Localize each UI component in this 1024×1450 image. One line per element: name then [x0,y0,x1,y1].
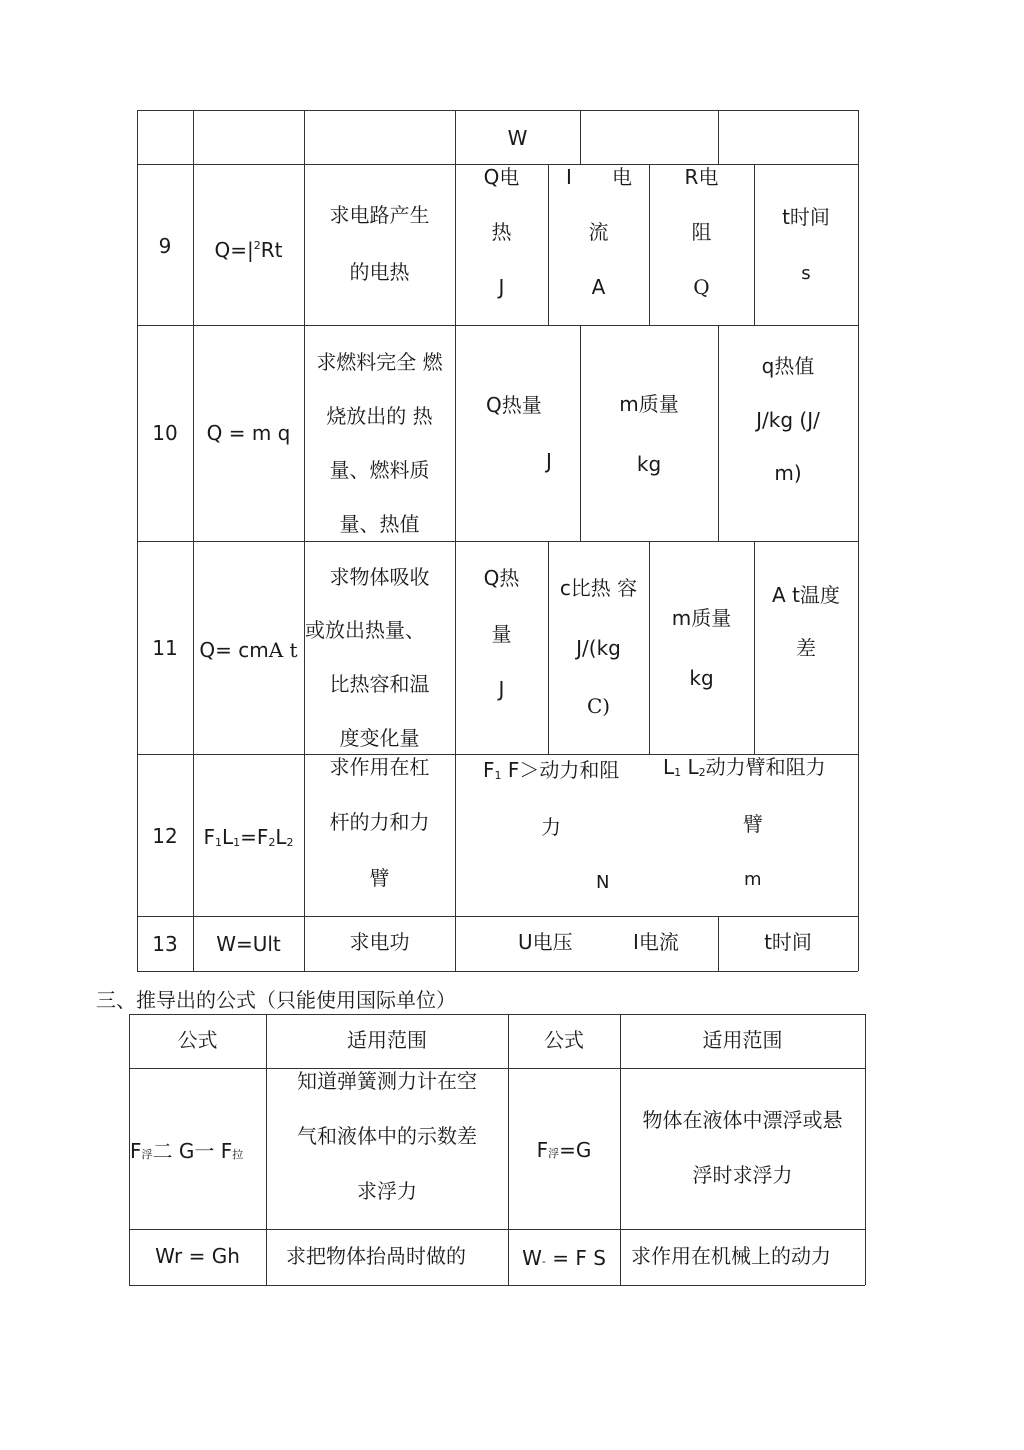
column-header: 公式 [544,1028,584,1052]
col-divider [649,541,650,754]
scope-line: 知道弹簧测力计在空 [297,1069,477,1093]
variable-symbol: Q电 [483,165,520,189]
formula: Wr = Gh [155,1244,240,1268]
variable-symbol: R电 [684,165,719,189]
unit-label: W [507,126,528,150]
purpose-line: 的电热 [349,260,410,284]
variable-name: 臂 [743,812,763,836]
table-border-right [865,1014,866,1285]
purpose-line: 求物体吸收 [329,565,430,589]
formula: W=Ult [216,932,281,956]
purpose-line: 度变化量 [339,726,420,750]
column-header: 适用范围 [347,1028,427,1052]
purpose-line: 求燃料完全 燃 [316,350,443,374]
row-divider [137,541,858,542]
col-divider [548,164,549,325]
purpose-line: 量、热值 [339,512,420,536]
variable-unit: Q [693,275,710,299]
variable-symbol: m质量 [619,392,679,416]
col-divider [304,110,305,971]
variable-symbol: I [566,165,572,189]
table-border-right [858,110,859,971]
variable-symbol: Q热 [483,566,520,590]
row-index: 9 [158,234,172,258]
formula: F浮二 G一 F拉 [130,1139,244,1163]
variable-name: 阻 [691,220,712,244]
variable-unit: J [546,449,552,473]
scope-line: 求浮力 [357,1179,417,1203]
purpose-line: 臂 [369,866,390,890]
purpose-line: 求作用在杠 [329,755,430,779]
row-divider [129,1229,865,1230]
variable-unit: s [801,263,811,284]
variable-symbol: $L_1$ $L_2$动力臂和阻力 [663,755,826,779]
variable-symbol: U电压 [518,930,573,954]
row-divider [137,916,858,917]
row-index: 11 [152,636,178,660]
variable-symbol: m质量 [671,606,732,630]
variable-symbol: Q热量 [486,393,542,417]
col-divider [620,1014,621,1285]
scope-line: 求把物体抬咼时做的 [286,1244,466,1268]
variable-unit: J [498,677,505,701]
formula: Q= cmA t [199,638,298,662]
variable-symbol: I电流 [633,930,679,954]
variable-unit: N [596,872,610,893]
variable-name: 热 [491,220,512,244]
variable-name: 量 [491,622,512,646]
variable-unit: kg [689,666,714,690]
variable-symbol: c比热 容 [559,576,638,600]
variable-unit: kg [636,452,662,476]
row-index: 10 [152,421,178,445]
formula: Q = m q [206,421,291,445]
column-header: 公式 [177,1028,218,1052]
purpose-line: 比热容和温 [329,672,430,696]
variable-name: 差 [796,636,816,660]
scope-line: 物体在液体中漂浮或悬 [642,1108,843,1132]
section-heading: 三、推导出的公式（只能使用国际单位） [96,988,456,1012]
variable-unit: A [591,275,606,299]
row-index: 13 [152,932,178,956]
variable-unit: J [498,275,505,299]
col-divider [266,1014,267,1285]
row-divider [137,325,858,326]
scope-line: 求作用在机械上的动力 [631,1244,831,1268]
table-border-bottom [137,971,858,972]
variable-symbol: q热值 [761,354,815,378]
variable-unit: m) [774,461,802,485]
variable-name: 流 [588,220,609,244]
scope-line: 气和液体中的示数差 [297,1124,477,1148]
variable-symbol: t时间 [782,205,830,229]
purpose-line: 求电功 [349,930,410,954]
purpose-line: 杆的力和力 [329,810,430,834]
purpose-line: 或放出热量、 [305,618,425,642]
table-border-top [129,1014,865,1015]
variable-unit: C) [586,694,611,718]
row-index: 12 [152,824,178,848]
purpose-line: 求电路产生 [329,203,430,227]
table-border-top [137,110,858,111]
formula: F浮=G [536,1138,592,1162]
column-header: 适用范围 [702,1028,783,1052]
variable-symbol: A t温度 [772,583,840,607]
table-border-bottom [129,1285,865,1286]
formula: W- = F S [522,1246,606,1270]
variable-symbol: t时间 [764,930,812,954]
scope-line: 浮时求浮力 [692,1163,793,1187]
col-divider [580,110,581,164]
variable-name: 力 [541,815,561,839]
variable-unit: J/kg (J/ [756,408,820,432]
variable-symbol: $F_1$ F＞动力和阻 [483,758,620,782]
variable-name: 电 [612,165,632,189]
variable-unit: m [744,869,762,890]
purpose-line: 烧放出的 热 [326,404,433,428]
col-divider [580,325,581,541]
col-divider [718,110,719,164]
variable-unit: J/(kg [576,636,621,660]
purpose-line: 量、燃料质 [329,458,430,482]
col-divider [754,164,755,325]
formula: $Q=|^2Rt$ [214,238,283,262]
formula: $F_1L_1=F_2L_2$ [203,825,294,849]
